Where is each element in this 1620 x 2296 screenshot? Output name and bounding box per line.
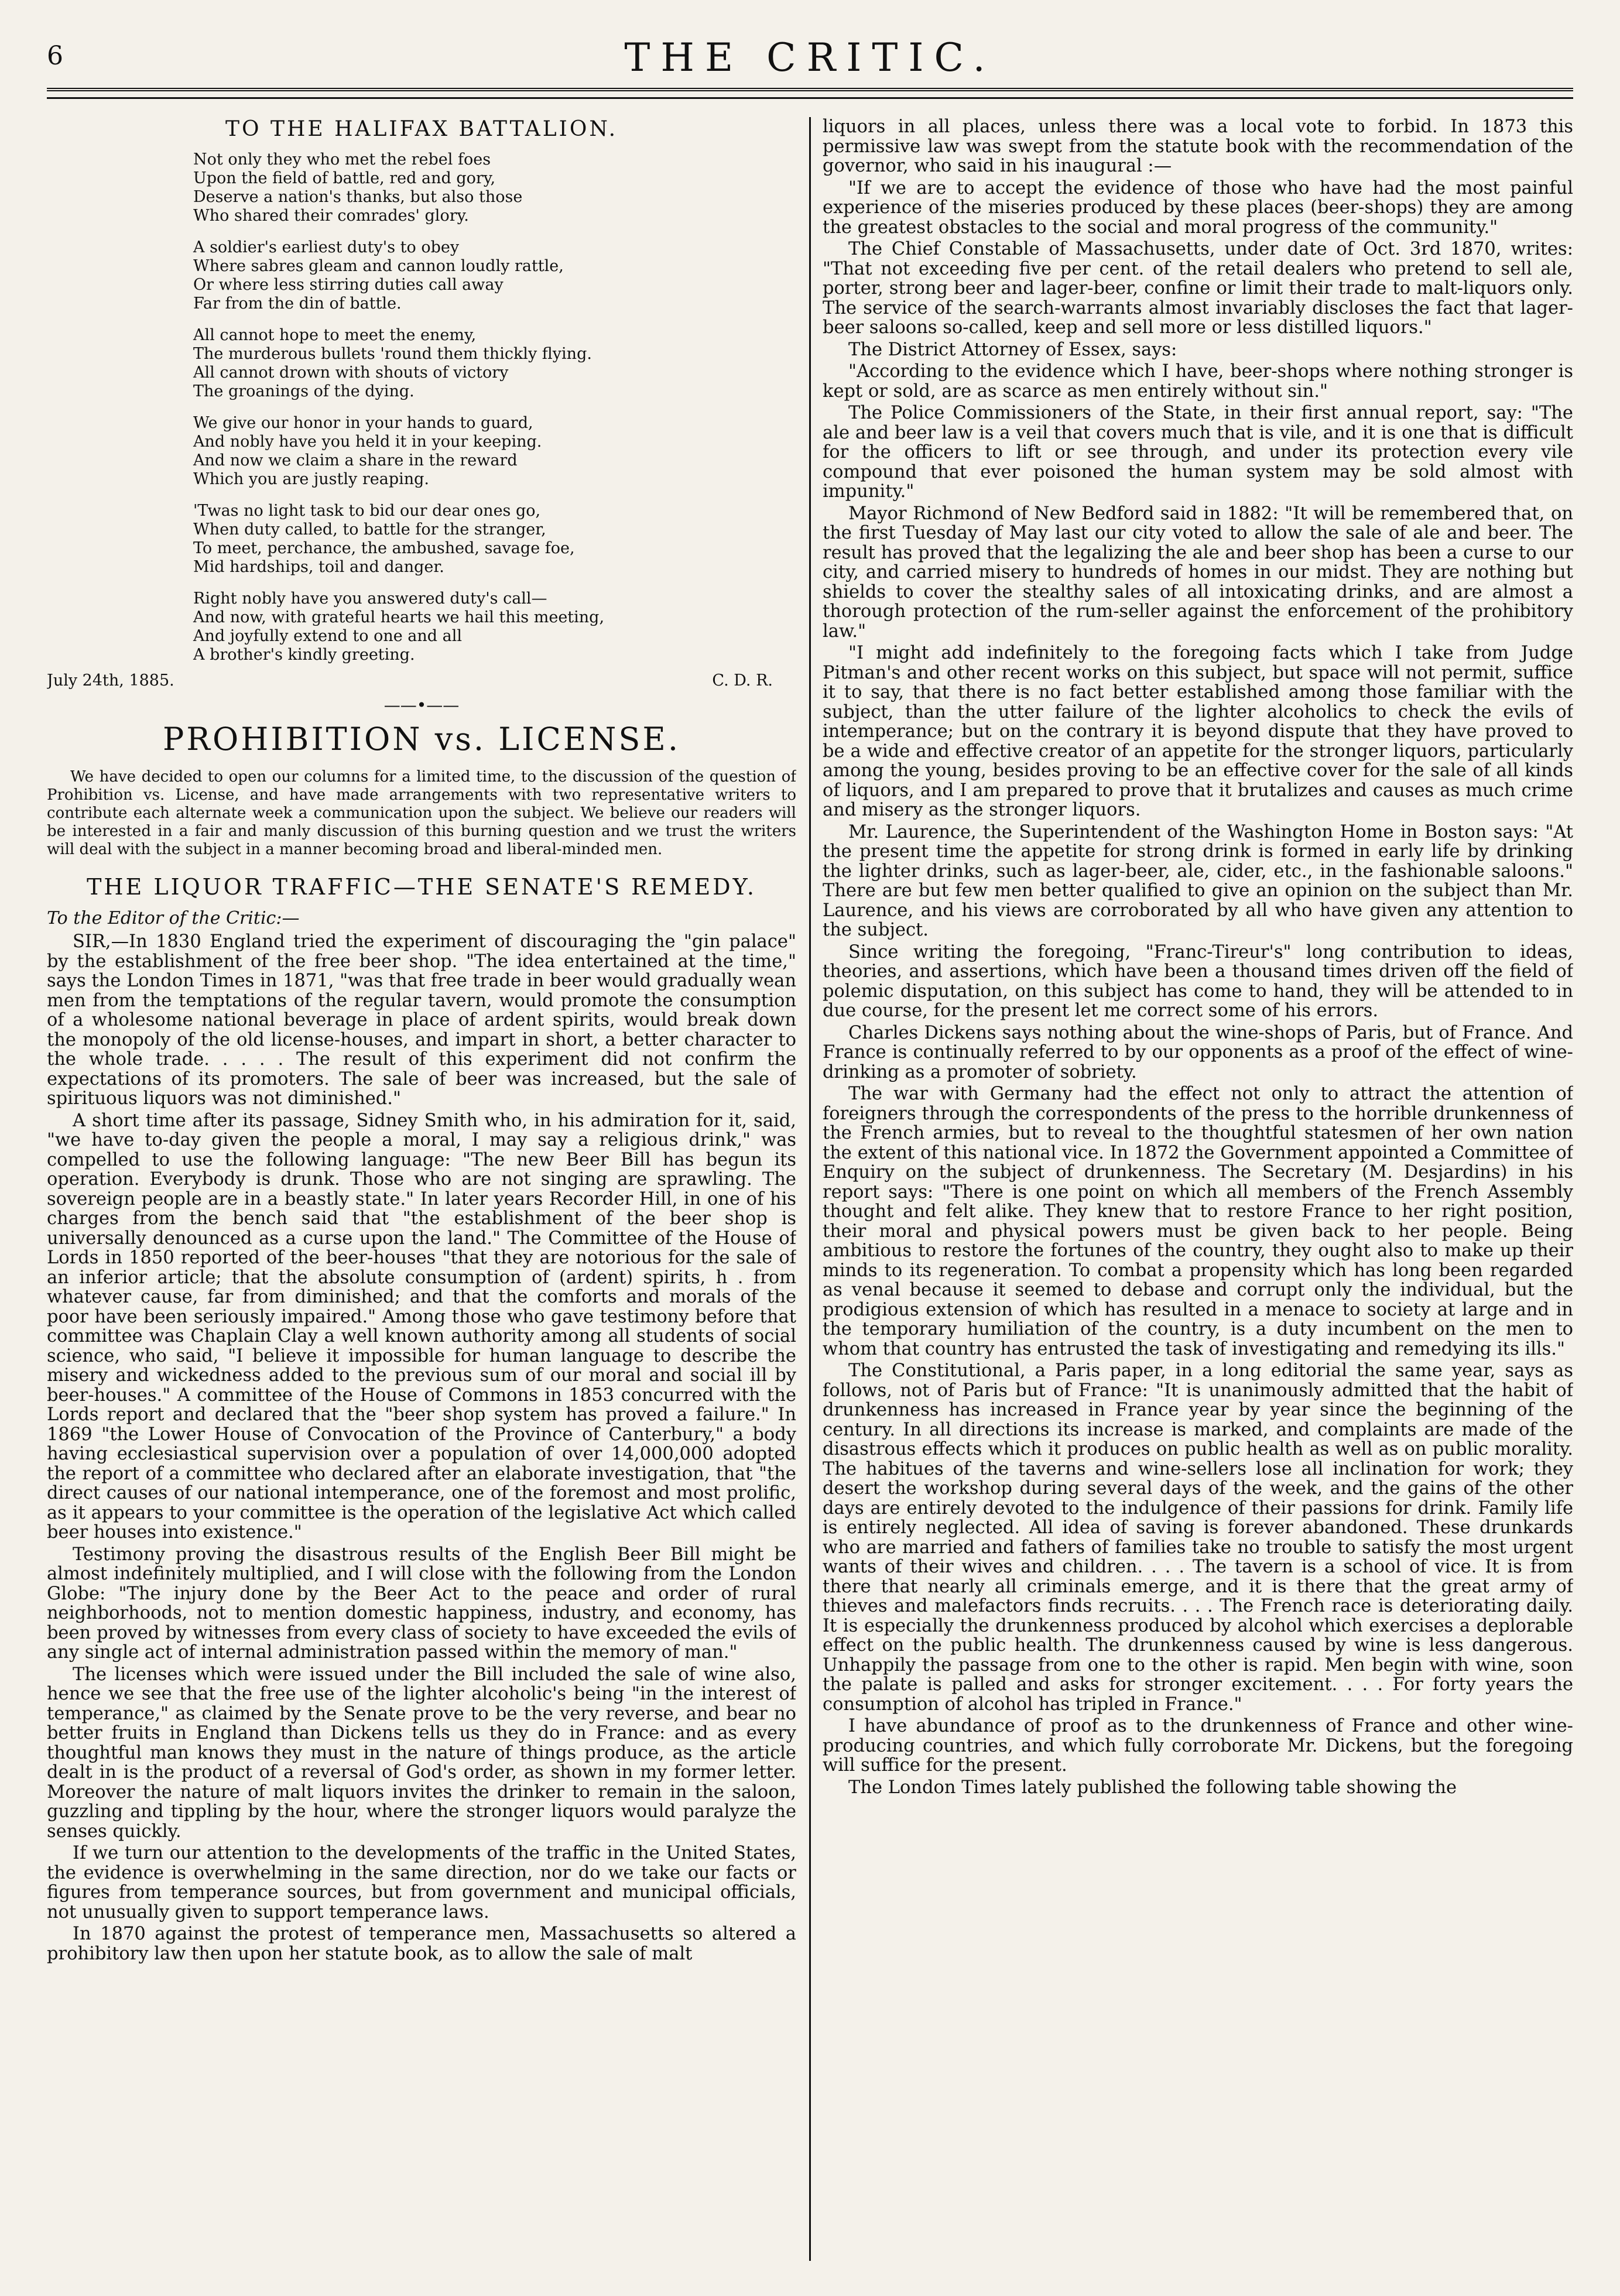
editorial-note: We have decided to open our columns for a limited time, to the discussion of the question of Prohibition vs. License, and have made arrangements with two representative writers to contribute each alternate week a communication upon the subject. We believe our readers will be interested in a fair and manly discussion of this burning question and we trust the writers will deal with the subject in a manner becoming broad and liberal-minded men. bbox=[47, 768, 796, 858]
paragraph: Mayor Richmond of New Bedford said in 1882: "It will be remembered that, on the first Tuesday of May last our city voted to allow the sale of ale and beer. The result has proved that the legalizing the ale and beer shop has been a curse to our city, and carried misery to hundreds of homes in our midst. They are nothing but shields to cover the stealthy sales of all intoxicating drinks, and are almost a thorough protection of the rum-seller against the enforcement of the prohibitory law." bbox=[823, 503, 1573, 642]
poem-footer bbox=[47, 671, 796, 690]
poem-line: The murderous bullets 'round them thickly flying. bbox=[193, 345, 592, 363]
poem-stanza bbox=[47, 150, 796, 225]
poem-line: Or where less stirring duties call away bbox=[193, 276, 504, 294]
paragraph: If we turn our attention to the developments of the traffic in the United States, the evidence is overwhelming in the same direction, nor do we take our facts or figures from temperance sources, but from government and municipal officials, not unusually given to support temperance laws. bbox=[47, 1843, 796, 1923]
poem-line: And joyfully extend to one and all bbox=[193, 627, 463, 645]
poem-line: The groanings of the dying. bbox=[193, 382, 415, 400]
paragraph: Charles Dickens says nothing about the wine-shops of Paris, but of France. And France is continually referred to by our opponents as a proof of the effect of wine-drinking as a promoter of sobriety. bbox=[823, 1022, 1573, 1082]
paragraph: "According to the evidence which I have, beer-shops where nothing stronger is kept or sold, are as scarce as men entirely without sin." bbox=[823, 361, 1573, 402]
paragraph: The London Times lately published the following table showing the bbox=[848, 1777, 1457, 1798]
paragraph: The Constitutional, a Paris paper, in a long editorial the same year, says as follows, not of Paris but of France: "It is unanimously admitted that the habit of drunkenness has increased in France year by year since the beginning of the century. In all directions its increase is marked, and complaints are made of the disastrous effects which it produces on public health as well as on public morality. The habitues of the taverns and wine-sellers lose all inclination for work; they desert the workshop during several days of the week, and the gains of the other days are entirely devoted to the indulgence of their passions for drink. Family life is entirely neglected. All idea of saving is forever abandoned. These drunkards who are married and fathers of families take no trouble to satisfy the most urgent wants of their wives and children. . . . The tavern is a school of vice. It is from there that nearly all criminals emerge, and it is there that the great army of thieves and malefactors finds recruits. . . . The French race is deteriorating daily. It is especially the drunkenness produced by alcohol which exercises a deplorable effect on the public health. The drunkenness caused by wine is less dangerous. Unhappily the passage from one to the other is rapid. Men begin with wine, soon the palate is palled and asks for stronger excitement. . . . For forty years the consumption of alcohol has tripled in France." bbox=[823, 1361, 1573, 1715]
paragraph: The Police Commissioners of the State, in their first annual report, say: "The ale and beer law is a veil that covers much that is vile, and it is one that is difficult for the officers to lift or see through, and under its protection every vile compound that ever poisoned the human system may be sold almost with impunity." bbox=[823, 403, 1573, 502]
paragraph: The District Attorney of Essex, says: bbox=[848, 339, 1177, 360]
salutation: To the Editor of the Critic:— bbox=[47, 908, 300, 928]
poem-line: And now, with grateful hearts we hail this meeting, bbox=[193, 608, 605, 626]
page-header bbox=[47, 35, 1573, 105]
poem-line: Mid hardships, toil and danger. bbox=[193, 558, 444, 576]
poem-stanza bbox=[47, 590, 796, 664]
right-column bbox=[823, 117, 1573, 2261]
poem-title: TO THE HALIFAX BATTALION. bbox=[225, 117, 618, 141]
poem-line: To meet, perchance, the ambushed, savage foe, bbox=[193, 539, 575, 557]
poem-line: Who shared their comrades' glory. bbox=[193, 207, 469, 225]
column-divider bbox=[809, 117, 811, 2261]
page-number: 6 bbox=[47, 41, 63, 71]
paragraph: The war with Germany had the effect not only to attract the attention of foreigners through the correspondents of the press to the horrible drunkenness of the French armies, but to reveal to the thoughtful statesmen of her own nation the extent of this national vice. In 1872 the Government appointed a Committee of Enquiry on the subject of drunkenness. The Secretary (M. Desjardins) in his report says: "There is one point on which all members of the French Assembly thought and felt alike. They knew that to restore France to her right position, their moral and physical powers must be given back to her people. Being ambitious to restore the fortunes of the country, they ought also to make up their minds to its regeneration. To combat a propensity which has long been regarded as venal because it seemed to debase and corrupt only the individual, but the prodigious extension of which has resulted in a menace to society at large and in the temporary humiliation of the country, is a duty incumbent on the men to whom that country has entrusted the task of investigating and remedying its ills." bbox=[823, 1084, 1573, 1359]
paragraph: liquors in all places, unless there was a local vote to forbid. In 1873 this permissive law was swept from the statute book with the recommendation of the governor, who said in his inaugural :— bbox=[823, 117, 1573, 176]
poem-line: Deserve a nation's thanks, but also those bbox=[193, 188, 523, 206]
poem-line: And nobly have you held it in your keeping. bbox=[193, 433, 542, 451]
poem-line: All cannot hope to meet the enemy, bbox=[193, 326, 477, 344]
poem-signature: C. D. R. bbox=[712, 671, 773, 690]
poem-line: Upon the field of battle, red and gory, bbox=[193, 169, 496, 187]
poem-stanza bbox=[47, 414, 796, 489]
poem-stanza bbox=[47, 238, 796, 313]
poem-stanza bbox=[47, 326, 796, 401]
poem-line: We give our honor in your hands to guard, bbox=[193, 414, 533, 432]
paragraph: Since writing the foregoing, "Franc-Tireur's" long contribution to ideas, theories, and assertions, which have been a thousand times driven off the field of polemic disputation, on this subject has come to hand, they will be attended to in due course, for the present let me correct some of his errors. bbox=[823, 941, 1573, 1021]
paragraph: The licenses which were issued under the Bill included the sale of wine also, hence we see that the free use of the lighter alcoholic's being "in the interest of temperance," as claimed by the Senate prove to be the very reverse, and bear no better fruits in England than Dickens tells us they do in France: and as every thoughtful man knows they must in the nature of things produce, as the article dealt in is the product of a reversal of God's order, as shown in my former letter. Moreover the nature of malt liquors invites the drinker to remain in the saloon, guzzling and tippling by the hour, where the stronger liquors would paralyze the senses quickly. bbox=[47, 1664, 796, 1842]
poem-line: When duty called, to battle for the stranger, bbox=[193, 520, 546, 539]
paragraph: Mr. Laurence, the Superintendent of the Washington Home in Boston says: "At the present time the appetite for strong drink is formed in early life by drinking the lighter drinks, such as lager-beer, ale, cider, etc., in the fashionable saloons." There are but few men better qualified to give an opinion on the subject than Mr. Laurence, and his views are corroborated by all who have given any attention to the subject. bbox=[823, 821, 1573, 940]
poem-line: 'Twas no light task to bid our dear ones go, bbox=[193, 502, 541, 520]
paragraph: "If we are to accept the evidence of those who have had the most painful experience of the miseries produced by these places (beer-shops) they are among the greatest obstacles to the social and moral progress of the community." bbox=[823, 177, 1573, 238]
header-rule bbox=[47, 97, 1573, 99]
poem-date: July 24th, 1885. bbox=[47, 671, 174, 690]
poem-line: And now we claim a share in the reward bbox=[193, 451, 518, 470]
paragraph: I have abundance of proof as to the drunkenness of France and other wine-producing countries, and which fully corroborate Mr. Dickens, but the foregoing will suffice for the present. bbox=[823, 1716, 1573, 1776]
paragraph: A short time after its passage, Sidney Smith who, in his admiration for it, said, "we have to-day given the people a moral, I may say a religious drink," was compelled to use the following language: "The new Beer Bill has begun its operation. Everybody is drunk. Those who are not singing are sprawling. The sovereign people are in a beastly state." In later years Recorder Hill, in one of his charges from the bench said that "the establishment of the beer shop is universally denounced as a curse upon the land." The Committee of the House of Lords in 1850 reported of the beer-houses "that they are notorious for the sale of an inferior article; that the absolute consumption of (ardent) spirits, h . from whatever cause, far from diminished; and that the comforts and morals of the poor have been seriously impaired." Among those who gave testimony before that committee was Chaplain Clay a well known authority among all students of social science, who said, "I believe it impossible for human language to describe the misery and wickedness added to the previous sum of our moral and social ill by beer-houses." A committee of the House of Commons in 1853 concurred with the Lords report and declared that the "beer shop system has proved a failure." In 1869 "the Lower House of Convocation of the Province of Canterbury," a body having ecclesiastical supervision over a population of over 14,000,000 adopted the report of a committee who declared after an elaborate investigation, that "the direct causes of our national intemperance, one of the foremost and most prolific, as it appears to your committee is the operation of the legislative Act which called beer houses into existence." bbox=[47, 1110, 796, 1543]
poem-line: Right nobly have you answered duty's call— bbox=[193, 590, 547, 608]
poem-line: A soldier's earliest duty's to obey bbox=[193, 238, 460, 256]
masthead: THE CRITIC. bbox=[624, 35, 996, 80]
poem-line: Where sabres gleam and cannon loudly rattle, bbox=[193, 257, 564, 275]
article-title: THE LIQUOR TRAFFIC—THE SENATE'S REMEDY. bbox=[87, 874, 756, 900]
poem-line: A brother's kindly greeting. bbox=[193, 646, 415, 664]
poem-line: Far from the din of battle. bbox=[193, 294, 402, 313]
paragraph: SIR,—In 1830 England tried the experiment of discouraging the "gin palace" by the establishment of the free beer shop. "The idea entertained at the time," says the London Times in 1871, "was that free trade in beer would gradually wean men from the temptations of the regular tavern, would promote the consumption of a wholesome national beverage in place of ardent spirits, would break down the monopoly of the old license-houses, and impart in short, a better character to the whole trade. . . . . The result of this experiment did not confirm the expectations of its promoters. The sale of beer was increased, but the sale of spirituous liquors was not diminished." bbox=[47, 931, 796, 1109]
paragraph: Testimony proving the disastrous results of the English Beer Bill might be almost indefinitely multiplied, and I will close with the following from the London Globe: "The injury done by the Beer Act to the peace and order of rural neighborhoods, not to mention domestic happiness, industry, and economy, has been proved by witnesses from every class of society to have exceeded the evils of any single act of internal administration passed within the memory of man." bbox=[47, 1544, 796, 1663]
section-title: PROHIBITION vs. LICENSE. bbox=[162, 721, 681, 758]
poem-line: Not only they who met the rebel foes bbox=[193, 150, 491, 169]
paragraph: In 1870 against the protest of temperance men, Massachusetts so altered a prohibitory law then upon her statute book, as to allow the sale of malt bbox=[47, 1924, 796, 1964]
poem-stanza bbox=[47, 502, 796, 577]
poem-line: All cannot drown with shouts of victory bbox=[193, 364, 509, 382]
ornament-divider: ——•—— bbox=[383, 695, 460, 715]
left-column bbox=[47, 117, 796, 2261]
paragraph: The Chief Constable of Massachusetts, under date of Oct. 3rd 1870, writes: "That not exceeding five per cent. of the retail dealers who pretend to sell ale, porter, strong beer and lager-beer, confine or limit their trade to malt-liquors only. The service of the search-warrants almost invariably discloses the fact that lager-beer saloons so-called, keep and sell more or less distilled liquors." bbox=[823, 239, 1573, 338]
header-rule-double bbox=[47, 88, 1573, 91]
paragraph: "I might add indefinitely to the foregoing facts which I take from Judge Pitman's and other recent works on this subject, but space will not permit, suffice it to say, that there is no fact better established among those familiar with the subject, than the utter failure of the lighter alcoholics to check the evils of intemperance; but on the contrary it is beyond dispute that they have proved to be a wide and effective creator of an appetite for the stronger liquors, particularly among the young, besides proving to be an effective cover for the sale of all kinds of liquors, and I am prepared to prove that it brutalizes and causes as much crime and misery as the stronger liquors. bbox=[823, 643, 1573, 820]
poem-line: Which you are justly reaping. bbox=[193, 470, 430, 488]
